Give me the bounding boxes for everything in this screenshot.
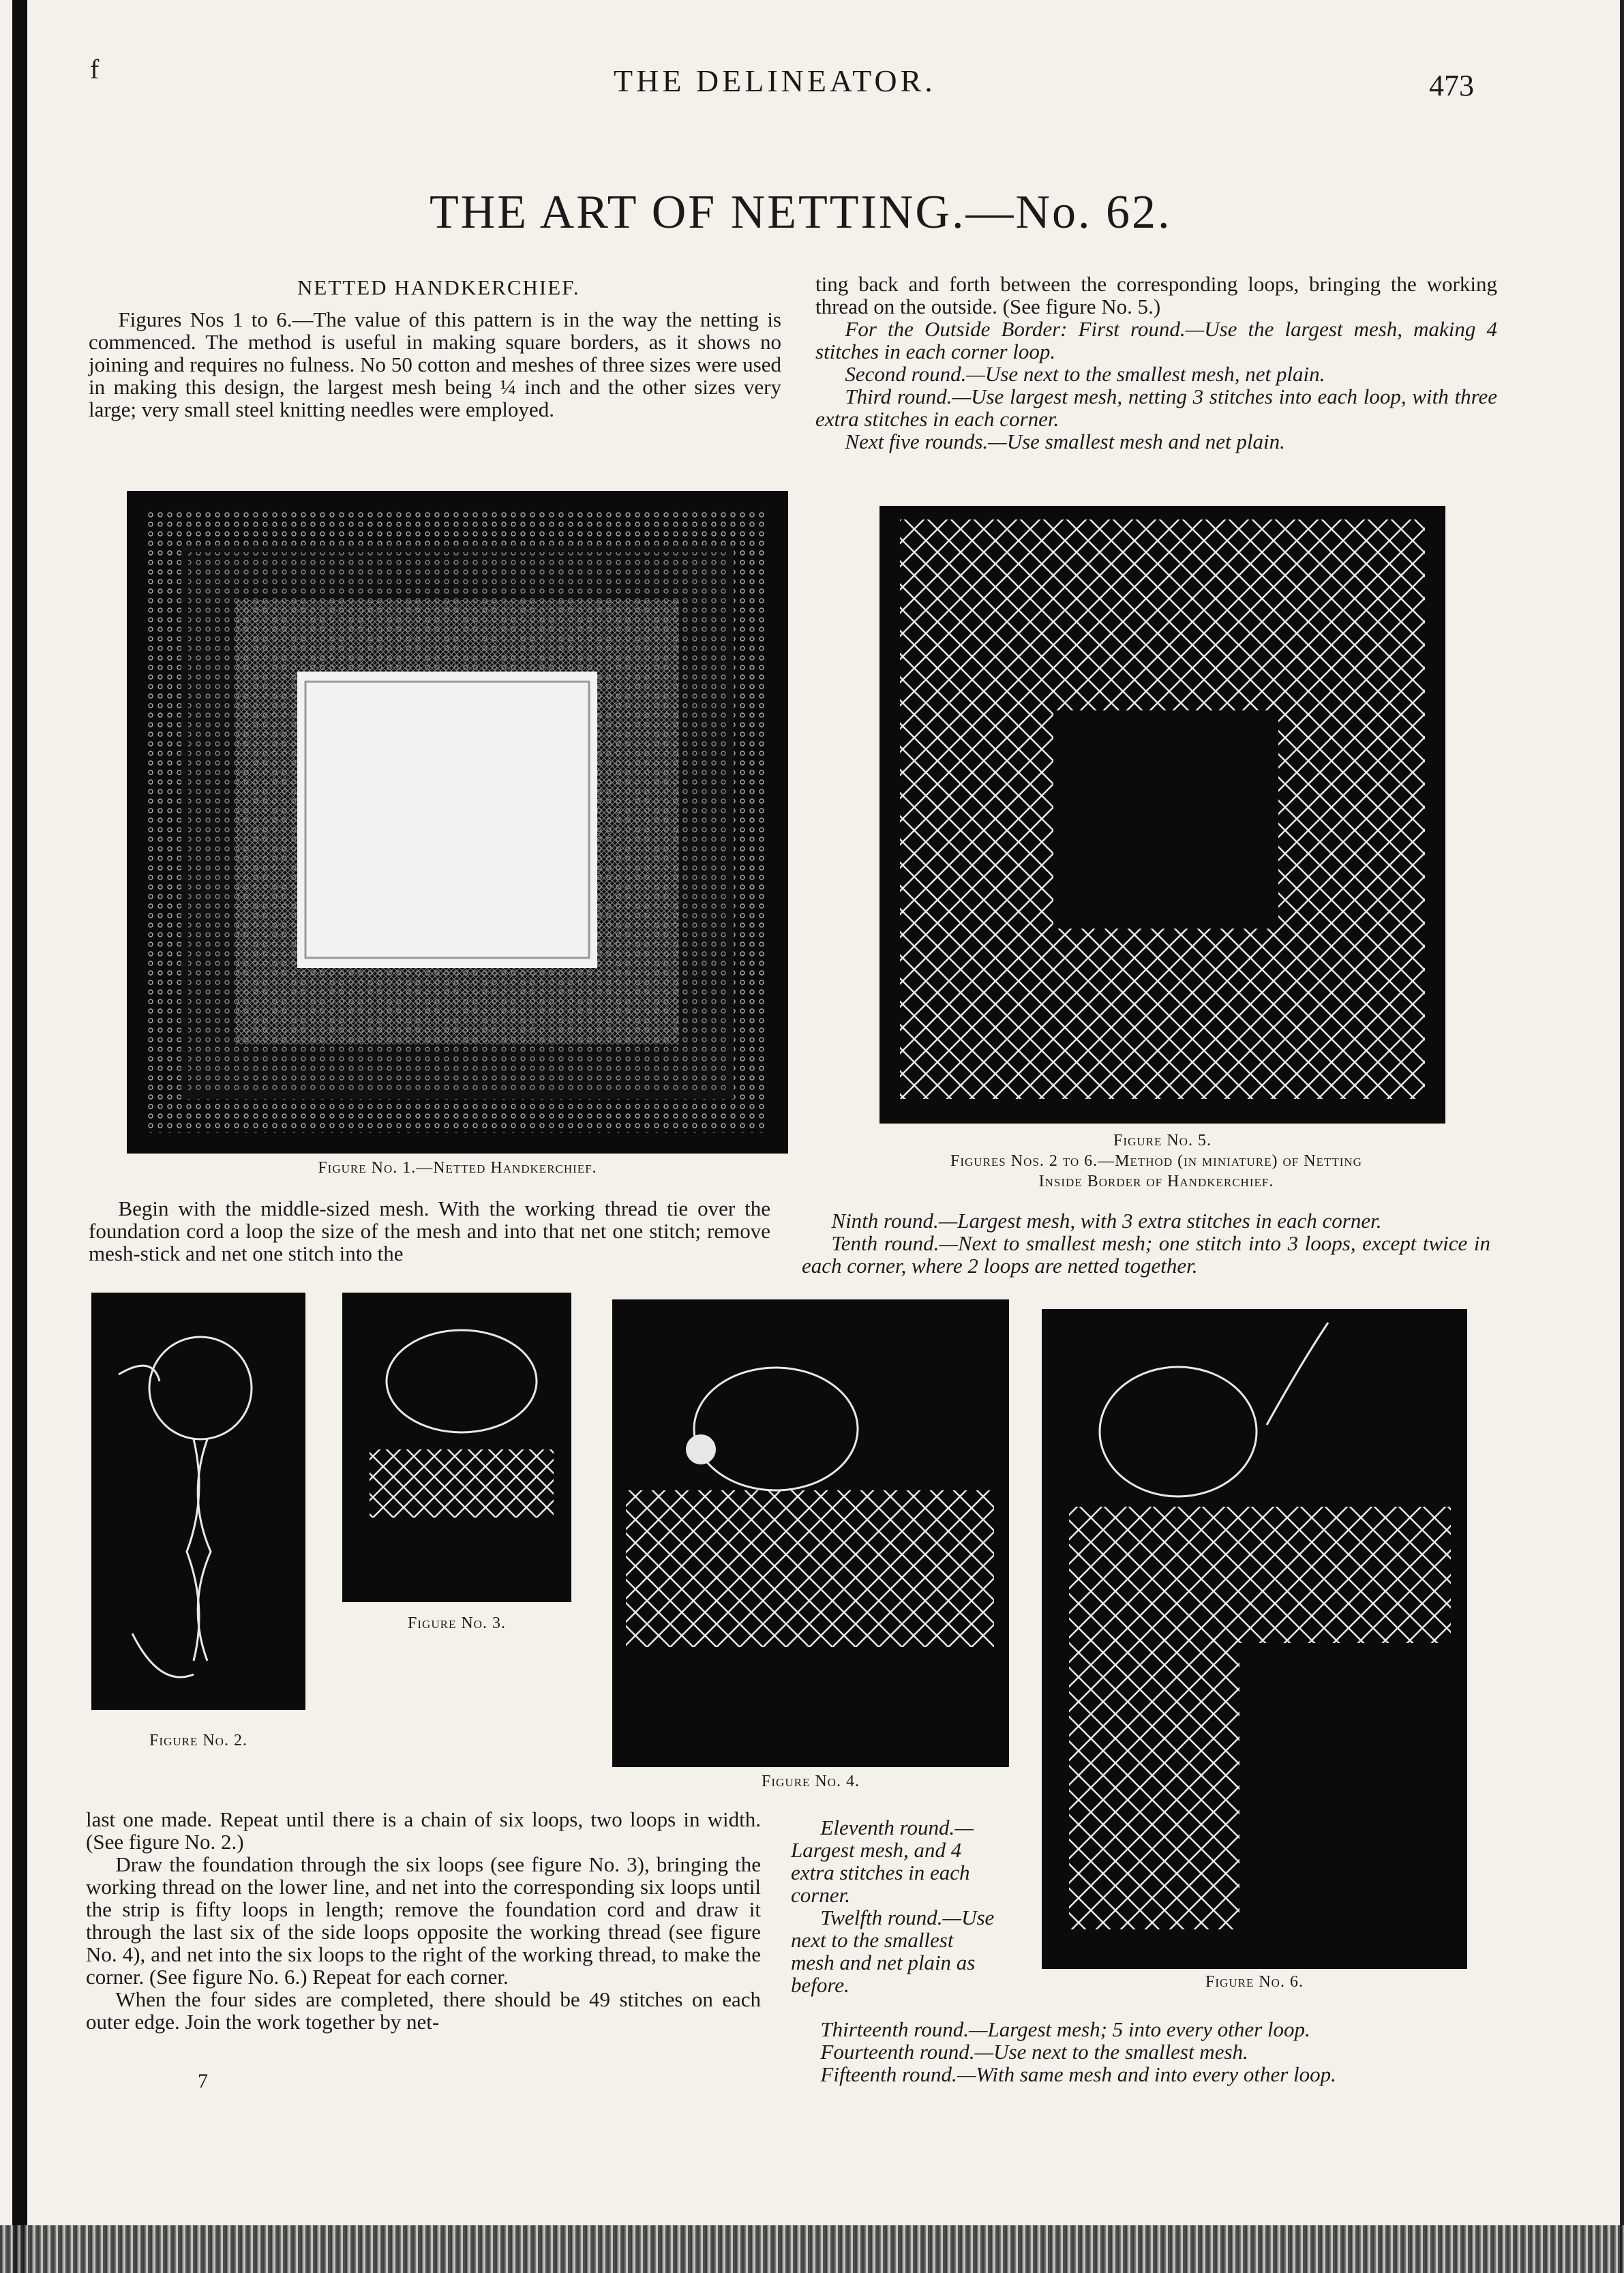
- right-paragraph-4: Third round.—Use largest mesh, netting 3 stitches into each loop, with three extra stitches in each corner.: [815, 385, 1497, 431]
- figure-4-caption: Figure No. 4.: [762, 1773, 860, 1790]
- intro-paragraph: Figures Nos 1 to 6.—The value of this pattern is in the way the netting is commenced. The method is useful in making square borders, as it shows no joining and requires no fulness. No 50 cotton and meshes of three sizes were used in making this design, the largest mesh being ¼ inch and the other sizes very large; very small steel knitting needles were employed.: [89, 307, 781, 421]
- corner-mark: f: [90, 54, 100, 85]
- fifteenth-round: Fifteenth round.—With same mesh and into every other loop.: [820, 2062, 1336, 2086]
- figure-1-caption: Figure No. 1.—Netted Handkerchief.: [318, 1159, 597, 1177]
- figures-2-6-caption: Figures Nos. 2 to 6.—Method (in miniature) of Netting Inside Border of Handkerchief.: [950, 1152, 1362, 1190]
- ninth-round: Ninth round.—Largest mesh, with 3 extra stitches in each corner.: [831, 1209, 1382, 1233]
- figure-4-image: [612, 1299, 1009, 1767]
- right-paragraph-3: Second round.—Use next to the smallest mesh, net plain.: [845, 362, 1325, 386]
- figure-3-image: [342, 1293, 571, 1602]
- figure-2-image: [91, 1293, 305, 1710]
- figure-3-caption: Figure No. 3.: [408, 1614, 506, 1632]
- eleventh-round: Eleventh round.—Largest mesh, and 4 extra stitches in each corner.: [791, 1816, 974, 1907]
- figure-6-image: [1042, 1309, 1467, 1969]
- tenth-round: Tenth round.—Next to smallest mesh; one stitch into 3 loops, except twice in each corner, where 2 loops are netted together.: [802, 1231, 1490, 1278]
- figure-1-image: [127, 491, 788, 1154]
- thirteenth-round: Thirteenth round.—Largest mesh; 5 into every other loop.: [820, 2017, 1310, 2041]
- intro-paragraph-block: [89, 308, 781, 421]
- right-column-top: [815, 273, 1497, 453]
- page-edge-left: [12, 0, 27, 2273]
- page-edge-right: [1620, 0, 1624, 2273]
- figure-5-image: [879, 506, 1445, 1124]
- middle-right-text: [802, 1209, 1490, 1277]
- middle-left-text: Begin with the middle-sized mesh. With the working thread tie over the foundation cord a loop the size of the mesh and into that net one stitch; remove mesh-stick and net one stitch into the: [89, 1196, 770, 1265]
- right-paragraph-5: Next five rounds.—Use smallest mesh and net plain.: [845, 430, 1285, 453]
- twelfth-round: Twelfth round.—Use next to the smallest mesh and net plain as before.: [791, 1906, 995, 1997]
- right-paragraph-1: ting back and forth between the corresponding loops, bringing the working thread on the outside. (See figure No. 5.): [815, 272, 1497, 318]
- right-paragraph-2: For the Outside Border: First round.—Use the largest mesh, making 4 stitches in each corner loop.: [815, 317, 1497, 363]
- running-head: THE DELINEATOR.: [614, 63, 936, 98]
- bottom-left-text: last one made. Repeat until there is a chain of six loops, two loops in width. (See figure No. 2.) Draw the foundation through the six loops (see figure No. 3), bringing the working thread on the lower line, and net into the corresponding six loops until the strip is fifty loops in length; remove the foundation cord and draw it through the last six of the side loops opposite the working thread (see figure No. 4), and net into the six loops to the right of the working thread, to make the corner. (See figure No. 6.) Repeat for each corner. When the four sides are completed, there should be 49 stitches on each outer edge. Join the work together by net-: [86, 1807, 761, 2034]
- figure-2-caption: Figure No. 2.: [149, 1732, 247, 1749]
- figure-5-caption: Figure No. 5.: [1113, 1132, 1212, 1149]
- page-bottom-edge: [0, 2225, 1624, 2273]
- footer-mark: 7: [198, 2070, 208, 2092]
- fourteenth-round: Fourteenth round.—Use next to the smallest mesh.: [820, 2040, 1248, 2064]
- figure-6-caption: Figure No. 6.: [1205, 1973, 1304, 1991]
- section-heading: NETTED HANDKERCHIEF.: [297, 275, 580, 299]
- article-title: THE ART OF NETTING.—No. 62.: [430, 186, 1172, 239]
- bottom-mid-text: [791, 1816, 995, 1996]
- bottom-right-text: [791, 2018, 1473, 2086]
- page-number: 473: [1429, 69, 1474, 102]
